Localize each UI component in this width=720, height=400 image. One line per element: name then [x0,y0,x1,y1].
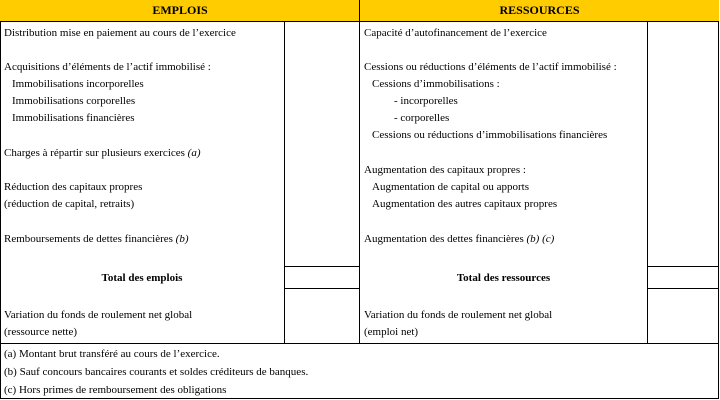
incorporelles-label: - incorporelles [394,95,458,107]
reduction-detail-label: (réduction de capital, retraits) [4,198,135,210]
variation-emplois-detail: (ressource nette) [4,326,77,338]
corporelles-label: - corporelles [394,112,450,124]
note-a: (a) Montant brut transféré au cours de l’exercice. [4,348,220,360]
ressources-total-top-line [647,266,719,267]
cessions-label: Cessions ou réductions d’éléments de l’actif immobilisé : [364,61,617,73]
augmentation-capitaux-label: Augmentation des capitaux propres : [364,164,526,176]
augmentation-dettes-text: Augmentation des dettes financières [364,233,524,245]
augmentation-dettes-note: (b) (c) [526,233,555,245]
distribution-label: Distribution mise en paiement au cours de l’exercice [4,27,236,39]
immo-financieres-label: Immobilisations financières [12,112,135,124]
column-divider [359,0,360,344]
immo-incorporelles-label: Immobilisations incorporelles [12,78,144,90]
variation-ressources-label: Variation du fonds de roulement net global [364,309,553,321]
ressources-header: RESSOURCES [360,0,719,22]
caf-label: Capacité d’autofinancement de l’exercice [364,27,547,39]
note-b: (b) Sauf concours bancaires courants et soldes créditeurs de banques. [4,366,309,378]
emplois-total-bottom-line [284,288,360,289]
ressources-total-bottom-line [647,288,719,289]
immo-corporelles-label: Immobilisations corporelles [12,95,136,107]
charges-note: (a) [187,147,201,159]
total-ressources-label: Total des ressources [456,272,551,284]
variation-ressources-detail: (emploi net) [364,326,419,338]
emplois-header: EMPLOIS [0,0,360,22]
reduction-capitaux-label: Réduction des capitaux propres [4,181,143,193]
charges-label [4,146,201,160]
remboursements-label [4,232,189,246]
total-emplois-label: Total des emplois [101,272,183,284]
ressources-amount-divider [647,22,648,344]
remboursements-text: Remboursements de dettes financières [4,233,173,245]
augmentation-dettes-label [364,232,554,246]
augmentation-capital-label: Augmentation de capital ou apports [372,181,530,193]
cessions-financieres-label: Cessions ou réductions d’immobilisations financières [372,129,608,141]
emplois-amount-divider [284,22,285,344]
remboursements-note: (b) [175,233,189,245]
cessions-immo-label: Cessions d’immobilisations : [372,78,500,90]
augmentation-autres-label: Augmentation des autres capitaux propres [372,198,558,210]
note-c: (c) Hors primes de remboursement des obligations [4,384,227,396]
acquisitions-label: Acquisitions d’éléments de l’actif immobilisé : [4,61,211,73]
variation-emplois-label: Variation du fonds de roulement net global [4,309,193,321]
notes-separator [0,343,719,344]
charges-text: Charges à répartir sur plusieurs exercices [4,147,185,159]
emplois-total-top-line [284,266,360,267]
